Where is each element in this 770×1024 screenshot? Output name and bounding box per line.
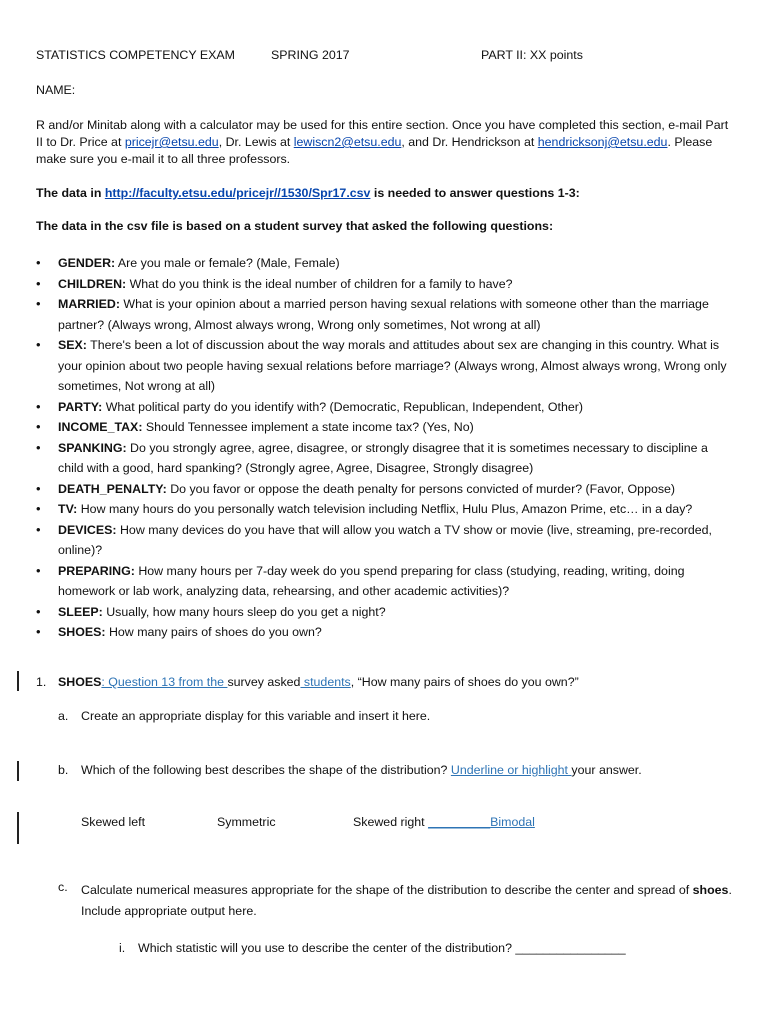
exam-part: PART II: XX points	[481, 48, 583, 62]
item-key: CHILDREN:	[58, 276, 127, 291]
list-item	[36, 602, 736, 623]
item-text: What political party do you identify with? (Democratic, Republican, Independent, Other)	[102, 399, 584, 414]
list-item	[36, 622, 736, 643]
question-text: Which of the following best describes the shape of the distribution?	[81, 763, 451, 777]
item-text: Should Tennessee implement a state income tax? (Yes, No)	[142, 420, 474, 434]
exam-title: STATISTICS COMPETENCY EXAM	[36, 48, 235, 62]
intro-text-1: R and/or Minitab along with a calculator may be used for this entire section. Once you have completed this section, e-mail Part II to Dr. Price at	[36, 118, 729, 149]
subquestion-label: b.	[58, 763, 69, 777]
subquestion-label: c.	[58, 880, 68, 894]
email-link-hendrickson[interactable]: hendricksonj@etsu.edu	[537, 135, 668, 149]
survey-question-list	[36, 253, 736, 643]
subquestion-a: Create an appropriate display for this variable and insert it here.	[81, 709, 431, 723]
item-text: How many hours per 7-day week do you spend preparing for class (studying, reading, writing, doing homework or lab work, analyzing data, rehearsing, and other academic activities)?	[58, 563, 685, 598]
item-text: What is your opinion about a married person having sexual relations with someone other than the marriage partner? (Always wrong, Almost always wrong, Wrong only sometimes, Not wrong at all)	[58, 297, 709, 332]
list-item	[36, 417, 736, 438]
choice-skewed-left: Skewed left	[81, 815, 146, 829]
variable-name: shoes	[692, 883, 729, 897]
item-text: Usually, how many hours sleep do you get a night?	[102, 604, 386, 619]
survey-intro: The data in the csv file is based on a student survey that asked the following questions:	[36, 219, 554, 233]
subquestion-label: i.	[119, 941, 126, 955]
change-bar	[17, 671, 19, 691]
choice-group-right	[353, 815, 535, 829]
question-key: SHOES	[58, 675, 102, 689]
question-text: Calculate numerical measures appropriate for the shape of the distribution to describe the center and spread of	[81, 883, 693, 897]
question-text: . Include appropriate output here.	[81, 883, 732, 918]
exam-term: SPRING 2017	[271, 48, 350, 62]
intro-text-3: , and Dr. Hendrickson at	[401, 135, 538, 149]
data-line-post: is needed to answer questions 1-3:	[370, 186, 580, 200]
list-item	[36, 499, 736, 520]
tracked-insertion: students	[300, 675, 351, 689]
data-line-pre: The data in	[36, 186, 105, 200]
item-key: SHOES:	[58, 625, 106, 639]
list-item	[36, 479, 736, 500]
choice-skewed-right: Skewed right	[353, 815, 429, 829]
change-bar	[17, 761, 19, 781]
list-item	[36, 253, 736, 274]
item-text: How many hours do you personally watch television including Netflix, Hulu Plus, Amazon Prime, etc… in a day?	[77, 502, 693, 516]
item-key: MARRIED:	[58, 297, 120, 311]
list-item	[36, 561, 736, 602]
list-item	[36, 335, 736, 397]
list-item	[36, 397, 736, 418]
list-item	[36, 438, 736, 479]
csv-data-link[interactable]: http://faculty.etsu.edu/pricejr//1530/Spr17.csv	[104, 186, 371, 200]
list-item	[36, 294, 736, 335]
subquestion-label: a.	[58, 709, 69, 723]
list-item	[36, 274, 736, 295]
question-1	[58, 675, 579, 689]
question-text: survey asked	[227, 675, 301, 689]
item-key: SLEEP:	[58, 604, 103, 619]
choice-bimodal: Bimodal	[490, 815, 535, 829]
list-item	[36, 520, 736, 561]
intro-text-4: . Please make sure you e-mail it to all three professors.	[36, 135, 713, 166]
intro-text-2: , Dr. Lewis at	[218, 135, 294, 149]
item-key: GENDER:	[58, 256, 116, 270]
item-key: TV:	[58, 502, 78, 516]
name-label: NAME:	[36, 83, 76, 97]
item-text: How many devices do you have that will allow you watch a TV show or movie (live, streaming, pre-recorded, online)?	[58, 522, 713, 557]
subquestion-c-i: Which statistic will you use to describe the center of the distribution? ________________	[138, 941, 626, 955]
intro-paragraph	[36, 117, 736, 168]
item-text: What do you think is the ideal number of children for a family to have?	[126, 276, 513, 291]
question-text: your answer.	[571, 763, 642, 777]
item-key: PARTY:	[58, 399, 103, 414]
tracked-insertion: : Question 13 from the	[101, 675, 228, 689]
tracked-insertion: Underline or highlight	[450, 763, 572, 777]
change-bar	[17, 812, 19, 844]
answer-blank: _________	[428, 815, 491, 829]
item-key: DEVICES:	[58, 522, 117, 537]
item-key: SEX:	[58, 338, 87, 352]
item-key: INCOME_TAX:	[58, 420, 143, 434]
item-text: Do you favor or oppose the death penalty for persons convicted of murder? (Favor, Oppose)	[166, 481, 676, 496]
email-link-price[interactable]: pricejr@etsu.edu	[124, 135, 219, 149]
email-link-lewis[interactable]: lewiscn2@etsu.edu	[293, 135, 402, 149]
item-key: DEATH_PENALTY:	[58, 481, 167, 496]
item-text: Are you male or female? (Male, Female)	[115, 256, 340, 270]
item-text: How many pairs of shoes do you own?	[105, 625, 322, 639]
item-key: SPANKING:	[58, 440, 127, 455]
choice-symmetric: Symmetric	[217, 815, 276, 829]
subquestion-c	[81, 880, 741, 921]
subquestion-b	[81, 763, 642, 777]
question-number: 1.	[36, 675, 47, 689]
item-text: There's been a lot of discussion about the way morals and attitudes about sex are changing in this country. What is your opinion about two people having sexual relations before marriage? (Always wrong, Almost always wrong, Wrong only sometimes, Not wrong at all)	[58, 338, 727, 393]
item-key: PREPARING:	[58, 563, 135, 578]
data-source-line	[36, 186, 580, 200]
question-text: , “How many pairs of shoes do you own?”	[350, 675, 579, 689]
item-text: Do you strongly agree, agree, disagree, or strongly disagree that it is sometimes necessary to discipline a child with a good, hard spanking? (Strongly agree, Agree, Disagree, Strongly disagree)	[58, 440, 708, 475]
